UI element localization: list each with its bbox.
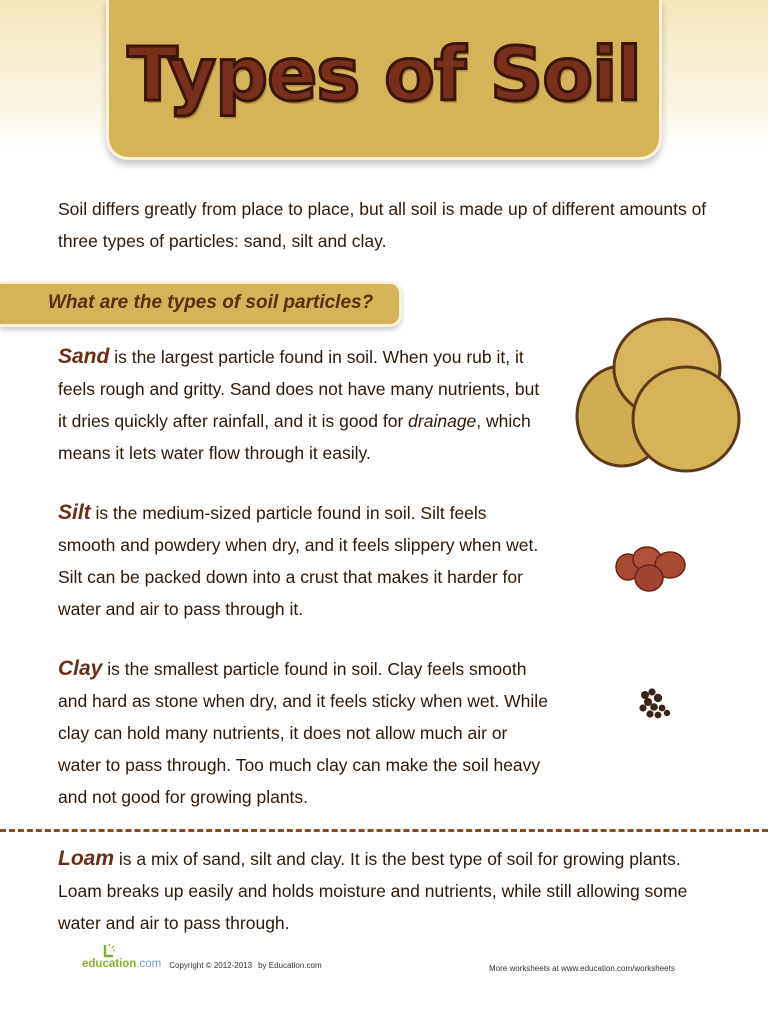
silt-term: Silt [58,501,91,524]
clay-grain [655,712,662,719]
silt-grain [635,565,663,591]
sand-term: Sand [58,345,110,368]
logo-name: education [82,958,137,970]
clay-grain [644,698,652,706]
loam-term: Loam [58,847,115,870]
clay-grain [654,694,662,702]
education-logo[interactable] [82,958,161,970]
clay-grain [648,688,655,695]
dashed-divider [0,829,768,832]
title-banner [106,0,662,160]
intro-paragraph: Soil differs greatly from place to place, but all soil is made up of different amounts of three types of particles: sand, silt and clay. [58,199,707,251]
clay-grain [646,710,653,717]
section-heading: What are the types of soil particles? [48,292,374,313]
sand-grains-illustration [574,316,744,478]
clay-grain [639,704,646,711]
loam-text: is a mix of sand, silt and clay. It is the best type of soil for growing plants. Loam breaks up easily and holds moisture and nutrients, while still allowing some water and air to pass through. [58,849,688,933]
section-heading-tab [0,281,402,327]
clay-term: Clay [58,657,103,680]
clay-grain [659,705,666,712]
sand-paragraph [58,341,548,469]
footer-more-worksheets[interactable]: More worksheets at www.education.com/worksheets [489,964,675,973]
silt-text: is the medium-sized particle found in soil. Silt feels smooth and powdery when dry, and it feels slippery when wet. Silt can be packed down into a crust that makes it harder for water and air to pass through it. [58,503,539,619]
clay-grains-illustration [636,686,676,726]
sand-text-before: is the largest particle found in soil. When you rub it, it feels rough and gritty. Sand does not have many nutrients, but it dries quickly after rainfall, and it is good for [58,347,540,431]
clay-text: is the smallest particle found in soil. Clay feels smooth and hard as stone when dry, and it feels sticky when wet. While clay can hold many nutrients, it does not allow much air or water to pass through. Too much clay can make the soil heavy and not good for growing plants. [58,659,548,807]
sand-text-after: , which means it lets water flow through it easily. [58,411,531,463]
footer-copyright: Copyright © 2012-2013 [169,961,253,970]
footer-left [82,958,322,970]
clay-grain [650,703,658,711]
clay-grain [641,691,649,699]
page-title: Types of Soil [127,31,641,118]
education-logo-icon [102,944,116,958]
clay-grain [664,710,670,716]
sand-grain [633,367,739,471]
silt-grains-illustration [612,542,692,598]
loam-paragraph [58,843,728,939]
sand-emphasis: drainage [408,411,477,431]
silt-paragraph [58,497,548,625]
logo-tld: .com [136,958,162,970]
footer-by: by Education.com [258,961,322,970]
clay-paragraph [58,653,548,813]
